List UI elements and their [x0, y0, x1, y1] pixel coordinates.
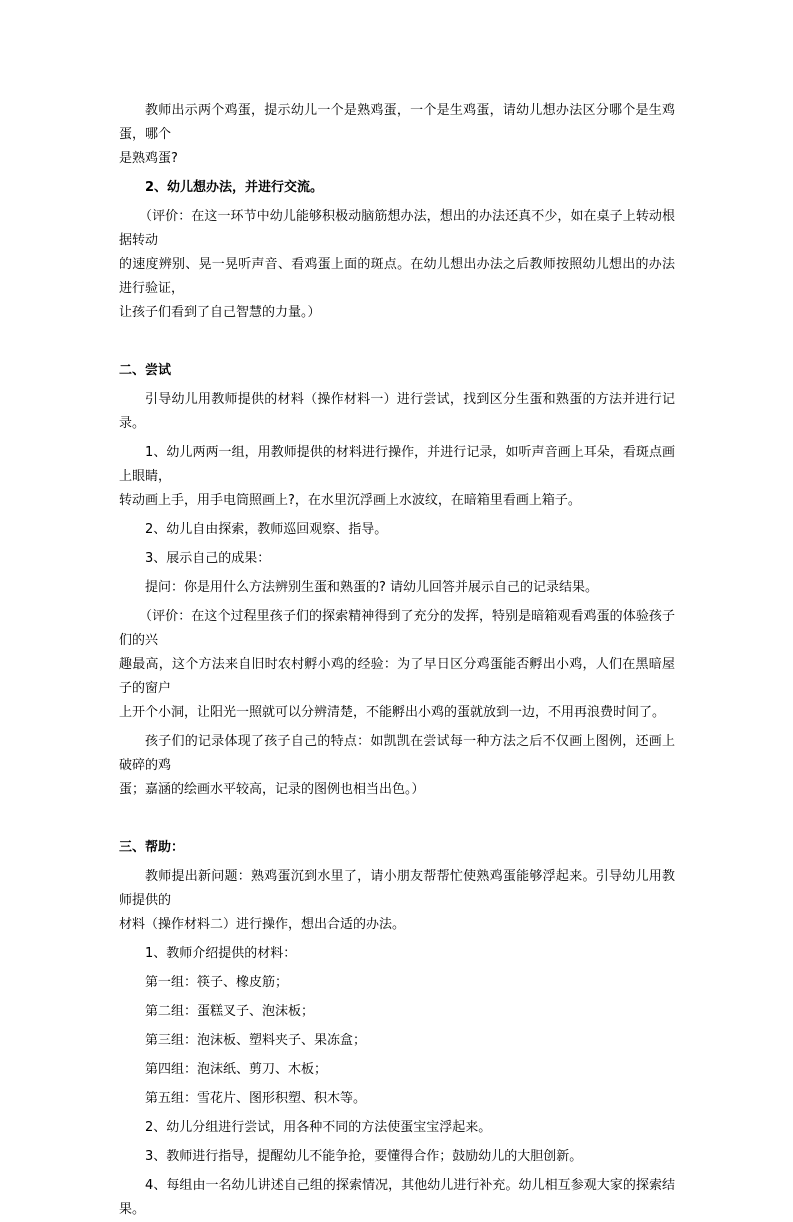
- help-item-4: 4、每组由一名幼儿讲述自己组的探索情况，其他幼儿进行补充。幼儿相互参观大家的探索结果。: [119, 1178, 675, 1217]
- evaluation-line: 趣最高，这个方法来自旧时农村孵小鸡的经验：为了早日区分鸡蛋能否孵出小鸡，人们在黑暗屋子的窗户: [119, 657, 675, 696]
- intro-line: 是熟鸡蛋?: [119, 151, 178, 166]
- material-group-5: 第五组：雪花片、图形积塑、积木等。: [145, 1091, 367, 1106]
- evaluation-paragraph-1-cont: [119, 253, 675, 325]
- material-group-1: 第一组：筷子、橡皮筋；: [145, 975, 289, 990]
- material-group-4: 第四组：泡沫纸、剪刀、木板；: [145, 1062, 328, 1077]
- question-paragraph: 提问：你是用什么方法辨别生蛋和熟蛋的? 请幼儿回答并展示自己的记录结果。: [145, 580, 599, 595]
- attempt-item-1: [119, 441, 675, 489]
- evaluation-paragraph-2-cont: [119, 653, 675, 725]
- guide-paragraph: 引导幼儿用教师提供的材料（操作材料一）进行尝试，找到区分生蛋和熟蛋的方法并进行记录。: [119, 392, 675, 431]
- attempt-item-3: 3、展示自己的成果：: [145, 551, 271, 566]
- evaluation-line: 上开个小洞，让阳光一照就可以分辨清楚，不能孵出小鸡的蛋就放到一边，不用再浪费时间了。: [119, 705, 666, 720]
- section-2-title: 二、尝试: [119, 363, 172, 378]
- section-spacer: [119, 325, 675, 359]
- evaluation-line: （评价：在这一环节中幼儿能够积极动脑筋想办法，想出的办法还真不少，如在桌子上转动根据转动: [119, 209, 675, 248]
- section-spacer: [119, 802, 675, 836]
- record-paragraph-cont: [119, 778, 675, 802]
- attempt-item-line: 1、幼儿两两一组，用教师提供的材料进行操作，并进行记录，如听声音画上耳朵，看斑点画上眼睛，: [119, 445, 675, 484]
- material-group-2: 第二组：蛋糕叉子、泡沫板；: [145, 1004, 315, 1019]
- document-body: [119, 99, 675, 1222]
- evaluation-paragraph-2: [119, 605, 675, 653]
- record-paragraph: [119, 730, 675, 778]
- record-line: 蛋；嘉涵的绘画水平较高，记录的图例也相当出色。）: [119, 782, 425, 797]
- attempt-item-line: 转动画上手，用手电筒照画上?，在水里沉浮画上水波纹，在暗箱里看画上箱子。: [119, 493, 581, 508]
- intro-paragraph-cont: [119, 147, 675, 171]
- problem-line: 教师提出新问题：熟鸡蛋沉到水里了，请小朋友帮帮忙使熟鸡蛋能够浮起来。引导幼儿用教师提供的: [119, 869, 675, 908]
- step2-heading: 2、幼儿想办法，并进行交流。: [145, 180, 324, 195]
- problem-paragraph: [119, 865, 675, 913]
- evaluation-line: （评价：在这个过程里孩子们的探索精神得到了充分的发挥，特别是暗箱观看鸡蛋的体验孩子们的兴: [119, 609, 675, 648]
- section-3-title: 三、帮助：: [119, 840, 185, 855]
- help-item-1: 1、教师介绍提供的材料：: [145, 946, 297, 961]
- attempt-item-1-cont: [119, 489, 675, 513]
- intro-line: 教师出示两个鸡蛋，提示幼儿一个是熟鸡蛋，一个是生鸡蛋，请幼儿想办法区分哪个是生鸡蛋，哪个: [119, 103, 675, 142]
- help-item-3: 3、教师进行指导，提醒幼儿不能争抢，要懂得合作；鼓励幼儿的大胆创新。: [145, 1149, 583, 1164]
- help-item-2: 2、幼儿分组进行尝试，用各种不同的方法使蛋宝宝浮起来。: [145, 1120, 492, 1135]
- evaluation-line: 的速度辨别、晃一晃听声音、看鸡蛋上面的斑点。在幼儿想出办法之后教师按照幼儿想出的办法进行验证，: [119, 257, 675, 296]
- problem-line: 材料（操作材料二）进行操作，想出合适的办法。: [119, 917, 406, 932]
- problem-paragraph-cont: [119, 913, 675, 937]
- attempt-item-2: 2、幼儿自由探索，教师巡回观察、指导。: [145, 522, 388, 537]
- material-group-3: 第三组：泡沫板、塑料夹子、果冻盒；: [145, 1033, 367, 1048]
- record-line: 孩子们的记录体现了孩子自己的特点：如凯凯在尝试每一种方法之后不仅画上图例，还画上破碎的鸡: [119, 734, 675, 773]
- intro-paragraph: [119, 99, 675, 147]
- evaluation-line: 让孩子们看到了自己智慧的力量。）: [119, 305, 321, 320]
- evaluation-paragraph-1: [119, 205, 675, 253]
